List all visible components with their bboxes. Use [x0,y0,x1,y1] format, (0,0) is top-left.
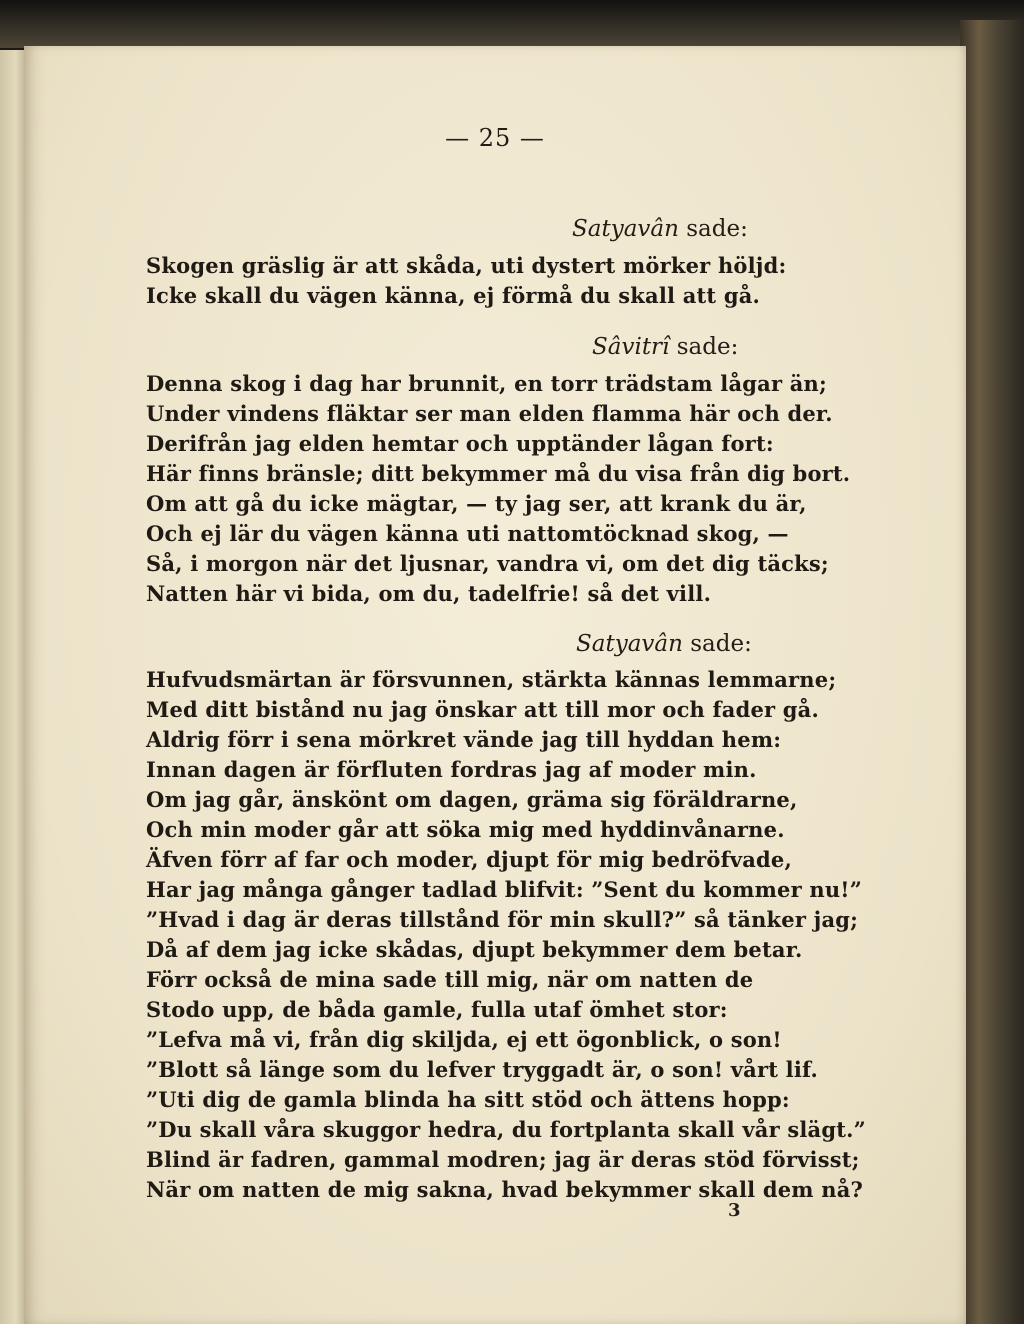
page-number: — 25 — [445,124,545,152]
verse-line: Om jag går, änskönt om dagen, gräma sig föräldrarne, [146,787,798,812]
book-top-edge [0,0,1024,48]
verse-line: ”Uti dig de gamla blinda ha sitt stöd och ättens hopp: [146,1087,790,1112]
verse-line: Då af dem jag icke skådas, djupt bekymmer dem betar. [146,937,803,962]
speaker-name: Satyavân [572,216,679,242]
verse-line: Under vindens fläktar ser man elden flamma här och der. [146,401,833,426]
verse-line: Har jag många gånger tadlad blifvit: ”Sent du kommer nu!” [146,877,862,902]
verse-line: Med ditt bistånd nu jag önskar att till mor och fader gå. [146,697,820,722]
verse-line: Här finns bränsle; ditt bekymmer må du visa från dig bort. [146,461,851,486]
verse-line: Och min moder går att söka mig med hyddinvånarne. [146,817,785,842]
verse-line: När om natten de mig sakna, hvad bekymmer skall dem nå? [146,1177,864,1202]
speaker-verb: sade: [676,334,739,360]
verse-line: ”Du skall våra skuggor hedra, du fortplanta skall vår slägt.” [146,1117,866,1142]
verse-line: Om att gå du icke mägtar, — ty jag ser, att krank du är, [146,491,807,516]
verse-line: Stodo upp, de båda gamle, fulla utaf ömhet stor: [146,997,728,1022]
speaker-heading-3 [576,631,752,657]
verse-line: Skogen gräslig är att skåda, uti dystert mörker höljd: [146,253,787,278]
verse-line: Aldrig förr i sena mörkret vände jag till hyddan hem: [146,727,782,752]
verse-line: Förr också de mina sade till mig, när om natten de [146,967,754,992]
speaker-verb: sade: [686,216,748,242]
verse-line: Blind är fadren, gammal modren; jag är deras stöd förvisst; [146,1147,860,1172]
book-page [24,46,966,1324]
speaker-name: Satyavân [576,631,683,657]
verse-line: Hufvudsmärtan är försvunnen, stärkta kännas lemmarne; [146,667,837,692]
verse-line: Innan dagen är förfluten fordras jag af moder min. [146,757,757,782]
verse-line: Icke skall du vägen känna, ej förmå du skall att gå. [146,283,761,308]
verse-line: ”Hvad i dag är deras tillstånd för min skull?” så tänker jag; [146,907,859,932]
speaker-verb: sade: [690,631,752,657]
signature-mark: 3 [728,1200,741,1221]
verse-line: Natten här vi bida, om du, tadelfrie! så det vill. [146,581,712,606]
verse-line: Derifrån jag elden hemtar och upptänder lågan fort: [146,431,774,456]
left-page-sliver [0,50,26,1324]
verse-line: ”Lefva må vi, från dig skiljda, ej ett ögonblick, o son! [146,1027,782,1052]
verse-line: Och ej lär du vägen känna uti nattomtöcknad skog, — [146,521,789,546]
verse-line: Så, i morgon när det ljusnar, vandra vi, om det dig täcks; [146,551,829,576]
verse-line: ”Blott så länge som du lefver tryggadt är, o son! vårt lif. [146,1057,818,1082]
speaker-heading-2 [592,334,738,360]
speaker-heading-1 [572,216,748,242]
verse-line: Äfven förr af far och moder, djupt för mig bedröfvade, [146,847,792,872]
book-right-edge [960,20,1024,1324]
verse-line: Denna skog i dag har brunnit, en torr trädstam lågar än; [146,371,827,396]
speaker-name: Sâvitrî [592,334,670,360]
